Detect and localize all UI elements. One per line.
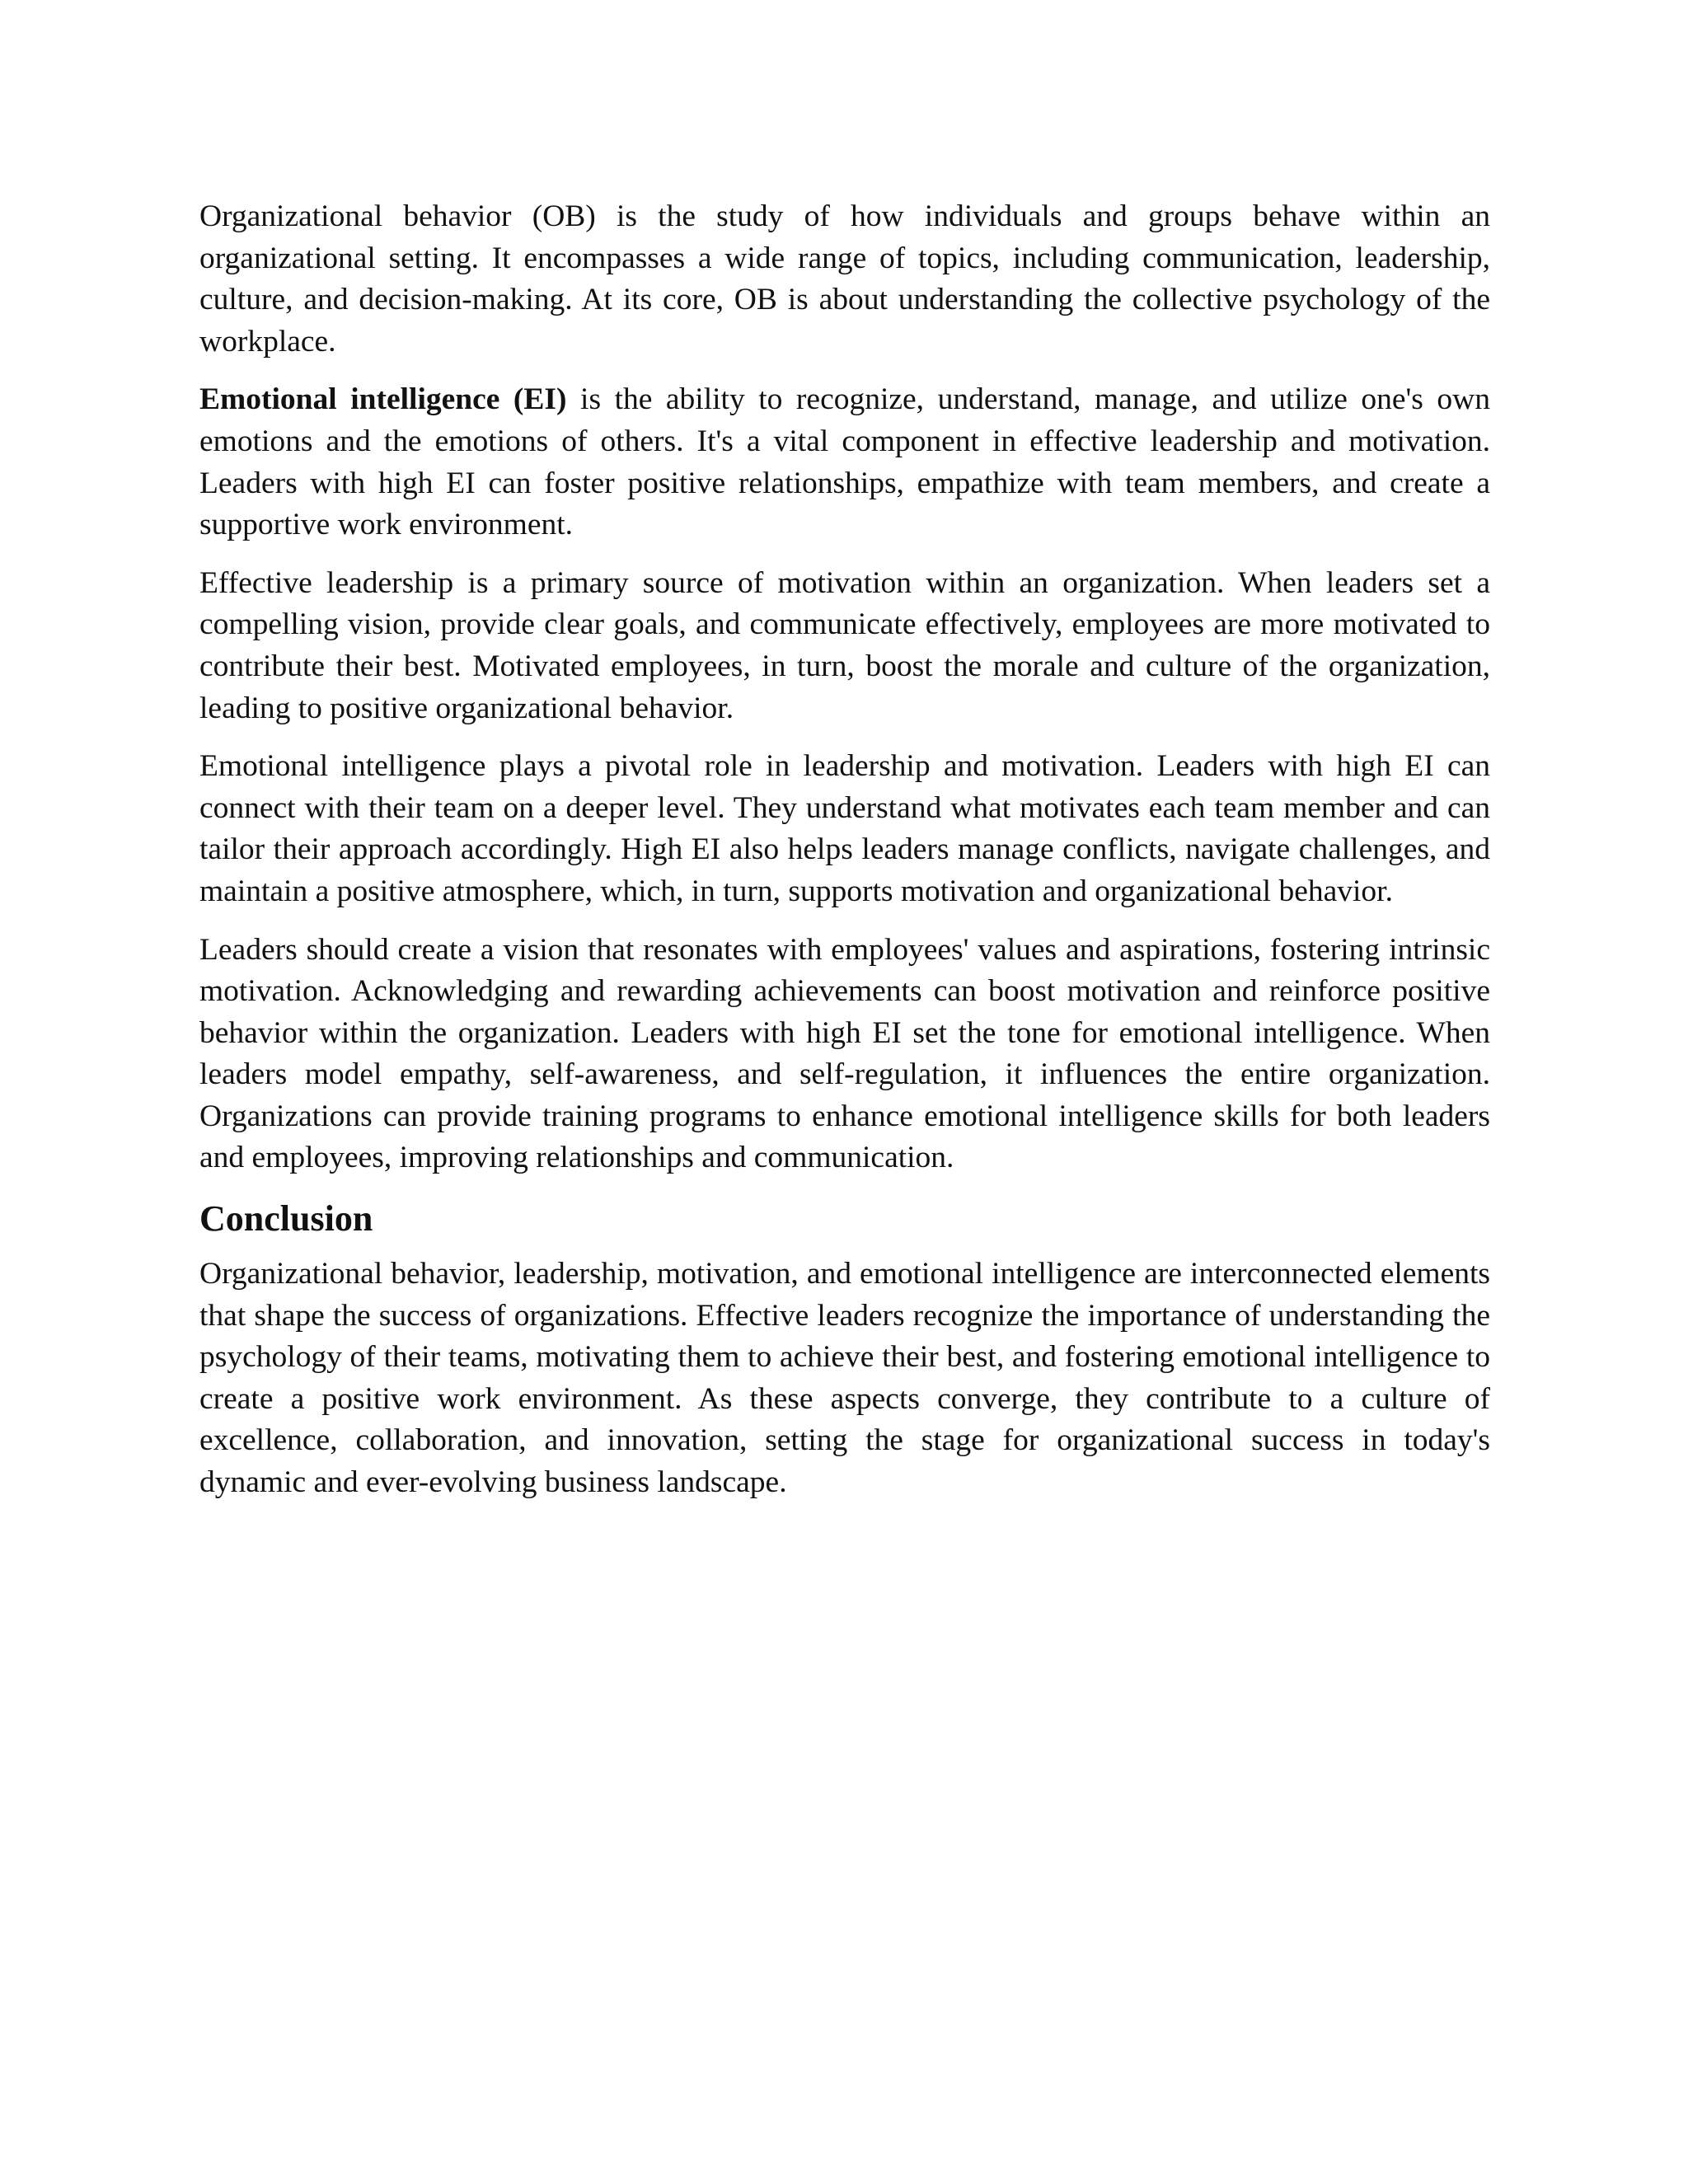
conclusion-heading: Conclusion <box>199 1198 373 1240</box>
paragraph-text: is the ability to recognize, understand, manage, and utilize one's own emotions and the emotions of others. It's a vital component in effective leadership and motivation. Leaders with high EI can foster positive relationships, empathize with team members, and create a supportive work environment. <box>199 382 1490 542</box>
paragraph-text: Emotional intelligence plays a pivotal role in leadership and motivation. Leaders with high EI can connect with their team on a deeper level. They understand what motivates each team member and can tailor their approach accordingly. High EI also helps leaders manage conflicts, navigate challenges, and maintain a positive atmosphere, which, in turn, supports motivation and organizational behavior. <box>199 749 1490 908</box>
paragraph-text: Leaders should create a vision that resonates with employees' values and aspirations, fostering intrinsic motivation. Acknowledging and rewarding achievements can boost motivation and reinforce positive behavior within the organization. Leaders with high EI set the tone for emotional intelligence. When leaders model empathy, self-awareness, and self-regulation, it influences the entire organization. Organizations can provide training programs to enhance emotional intelligence skills for both leaders and employees, improving relationships and communication. <box>199 932 1490 1175</box>
paragraph-ei-role <box>199 746 1490 912</box>
paragraph-text: Organizational behavior, leadership, motivation, and emotional intelligence are interconnected elements that shape the success of organizations. Effective leaders recognize the importance of understanding the psychology of their teams, motivating them to achieve their best, and fostering emotional intelligence to create a positive work environment. As these aspects converge, they contribute to a culture of excellence, collaboration, and innovation, setting the stage for organizational success in today's dynamic and ever-evolving business landscape. <box>199 1257 1490 1500</box>
paragraph-ei-definition <box>199 379 1490 546</box>
document-body <box>199 196 1490 1521</box>
bold-term: Emotional intelligence (EI) <box>199 382 567 417</box>
paragraph-text: Organizational behavior (OB) is the study of how individuals and groups behave within an organizational setting. It encompasses a wide range of topics, including communication, leadership, culture, and decision-making. At its core, OB is about understanding the collective psychology of the workplace. <box>199 199 1490 359</box>
paragraph-leadership-motivation <box>199 563 1490 729</box>
paragraph-text: Effective leadership is a primary source of motivation within an organization. When leaders set a compelling vision, provide clear goals, and communicate effectively, employees are more motivated to contribute their best. Motivated employees, in turn, boost the morale and culture of the organization, leading to positive organizational behavior. <box>199 565 1490 725</box>
paragraph-conclusion <box>199 1254 1490 1504</box>
paragraph-vision-training <box>199 930 1490 1180</box>
paragraph-ob-intro <box>199 196 1490 363</box>
